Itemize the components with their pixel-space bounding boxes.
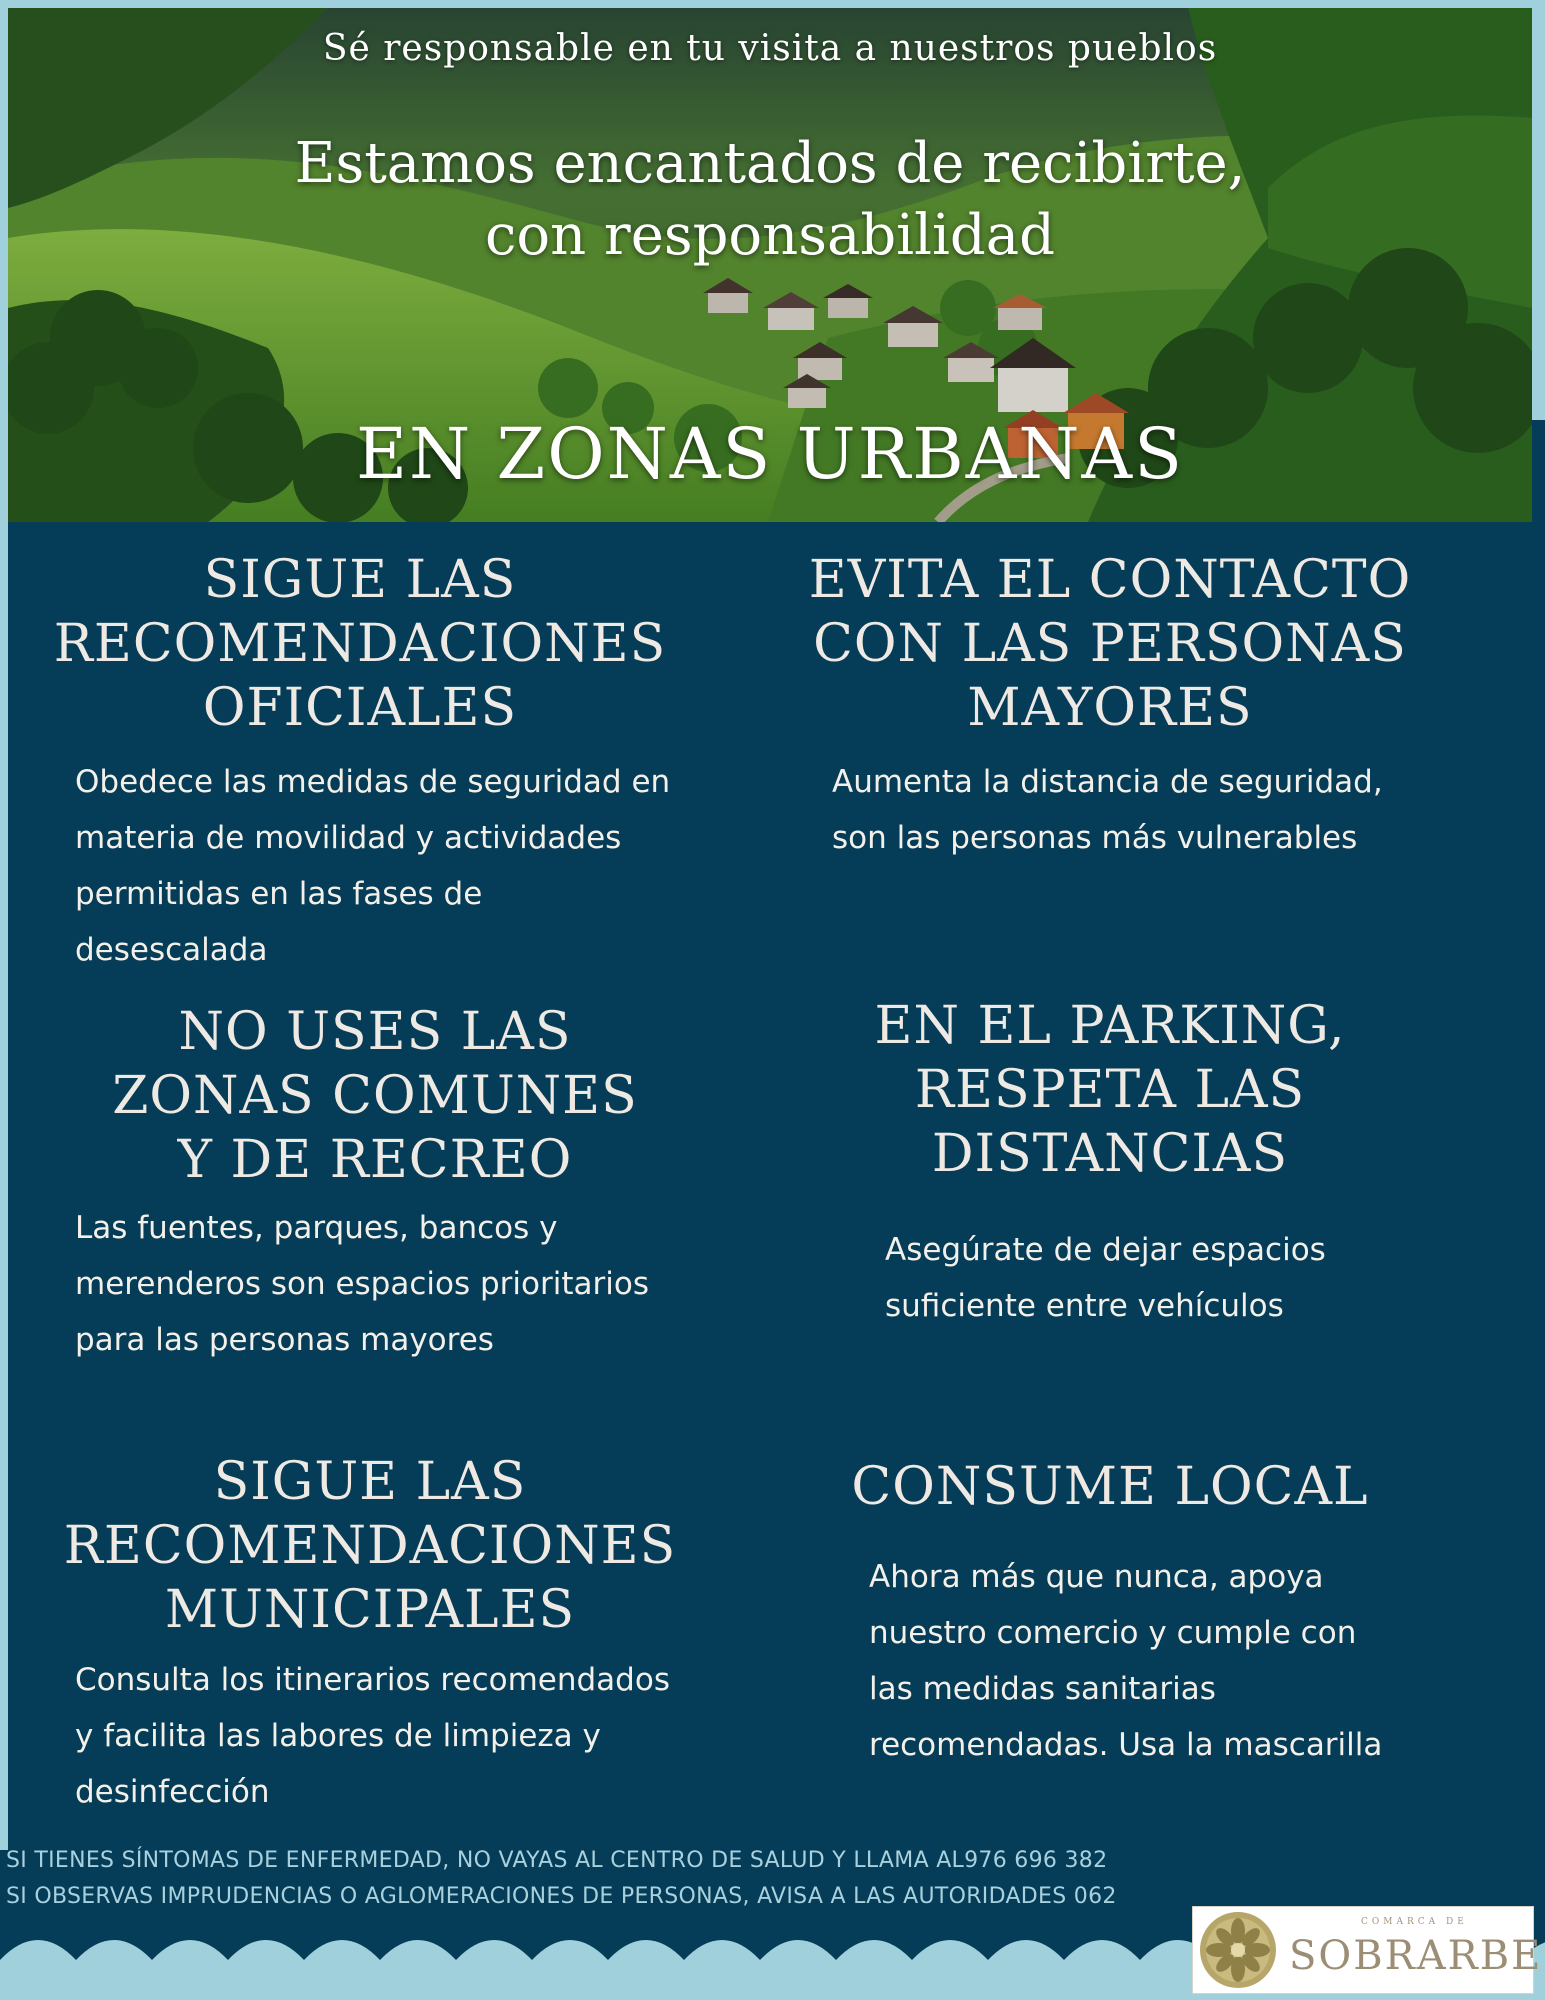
- footer-authorities-line: SI OBSERVAS IMPRUDENCIAS O AGLOMERACIONES DE PERSONAS, AVISA A LAS AUTORIDADES 062: [6, 1884, 1117, 1909]
- tip-title: EVITA EL CONTACTO CON LAS PERSONAS MAYORES: [808, 550, 1412, 738]
- section-title: EN ZONAS URBANAS: [355, 413, 1185, 495]
- footer-symptoms-line: SI TIENES SÍNTOMAS DE ENFERMEDAD, NO VAYAS AL CENTRO DE SALUD Y LLAMA AL976 696 382: [6, 1848, 1108, 1873]
- frame-left: [0, 0, 8, 1850]
- frame-right: [1531, 0, 1545, 420]
- sobrarbe-logo: [1192, 1906, 1543, 1994]
- tip-text: Asegúrate de dejar espacios suficiente entre vehículos: [885, 1232, 1326, 1324]
- hero-landscape: [8, 8, 1532, 522]
- tip-text: Consulta los itinerarios recomendados y facilita las labores de limpieza y desinfección: [75, 1662, 670, 1810]
- tip-title: SIGUE LAS RECOMENDACIONES OFICIALES: [53, 550, 667, 738]
- tip-text: Las fuentes, parques, bancos y merenderos son espacios prioritarios para las personas mayores: [75, 1210, 649, 1358]
- tip-title: NO USES LAS ZONAS COMUNES Y DE RECREO: [112, 1002, 638, 1190]
- frame-top: [0, 0, 1545, 8]
- logo-name: SOBRARBE: [1289, 1933, 1543, 1979]
- tip-official-recommendations: [40, 548, 680, 968]
- tip-text: Obedece las medidas de seguridad en materia de movilidad y actividades permitidas en las fases de desescalada: [75, 764, 671, 968]
- logo-small-text: COMARCA DE: [1361, 1917, 1468, 1927]
- tip-title: EN EL PARKING, RESPETA LAS DISTANCIAS: [874, 996, 1346, 1184]
- tip-text: Ahora más que nunca, apoya nuestro comercio y cumple con las medidas sanitarias recomendadas. Usa la mascarilla: [869, 1559, 1383, 1763]
- tip-common-areas: [55, 1000, 695, 1380]
- tip-parking-distances: [790, 994, 1430, 1354]
- tip-municipal-recommendations: [50, 1450, 690, 1830]
- tagline: Sé responsable en tu visita a nuestros pueblos: [322, 28, 1218, 69]
- headline: Estamos encantados de recibirte, con responsabilidad: [294, 131, 1246, 268]
- tip-consume-local: [790, 1455, 1430, 1785]
- flower-emblem-icon: [1195, 1907, 1281, 1993]
- tip-title: SIGUE LAS RECOMENDACIONES MUNICIPALES: [63, 1452, 677, 1640]
- tip-text: Aumenta la distancia de seguridad, son las personas más vulnerables: [832, 764, 1383, 856]
- tip-avoid-contact-elderly: [790, 548, 1430, 878]
- tip-title: CONSUME LOCAL: [851, 1457, 1369, 1517]
